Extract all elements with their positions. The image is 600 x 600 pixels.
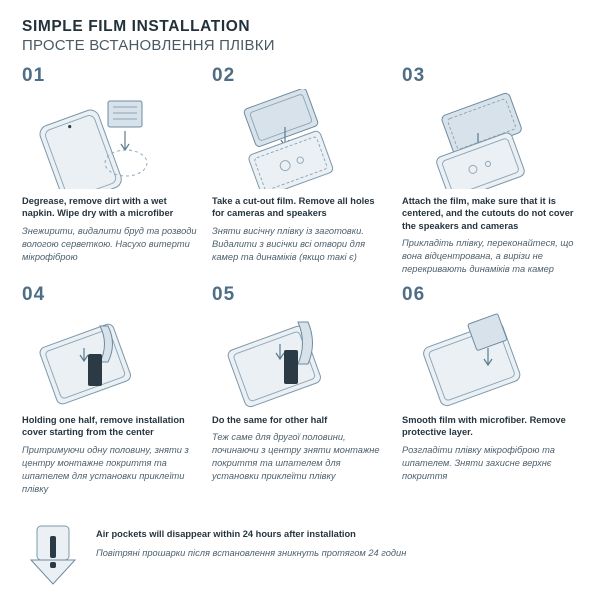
step-text-uk: Розгладіти плівку мікрофіброю та шпателем. Зняти захисне верхнє покриття [402, 445, 555, 481]
step-text-uk: Знежирити, видалити бруд та розводи вологою серветкою. Насухо витерти мікрофіброю [22, 225, 197, 262]
footer-note [22, 522, 578, 586]
footer-text-uk: Повітряні прошарки після встановлення зникнуть протягом 24 годин [96, 547, 407, 558]
step-text-uk: Прикладіть плівку, переконайтеся, що вона відцентрована, а вирізи не перекривають динаміків та камер [402, 238, 574, 275]
footer-text-en: Air pockets will disappear within 24 hours after installation [96, 529, 356, 539]
step-text-uk: Теж саме для другої половини, починаючи з центру зняти монтажне покриття та шпателем для установки приклеїти плівку [212, 432, 380, 481]
warning-exclamation-icon [22, 522, 84, 586]
step-05-illustration [212, 308, 388, 408]
step-06 [402, 284, 578, 495]
page-title-en: SIMPLE FILM INSTALLATION [22, 18, 251, 35]
step-number: 05 [212, 283, 236, 305]
footer-text [96, 522, 578, 559]
step-number: 06 [402, 283, 426, 305]
page-title-uk: ПРОСТЕ ВСТАНОВЛЕННЯ ПЛІВКИ [22, 36, 275, 54]
step-number: 04 [22, 283, 46, 305]
step-03 [402, 65, 578, 276]
header [22, 18, 578, 55]
step-text-en: Holding one half, remove installation cover starting from the center [22, 414, 185, 438]
step-02-illustration [212, 89, 388, 189]
step-text-en: Take a cut-out film. Remove all holes for cameras and speakers [212, 195, 375, 219]
step-04 [22, 284, 198, 495]
steps-grid [22, 65, 578, 496]
step-text-en: Attach the film, make sure that it is centered, and the cutouts do not cover the speakers and cameras [402, 195, 574, 231]
step-02 [212, 65, 388, 276]
step-06-illustration [402, 308, 578, 408]
step-text-en: Smooth film with microfiber. Remove protective layer. [402, 414, 566, 438]
step-text-en: Degrease, remove dirt with a wet napkin. Wipe dry with a microfiber [22, 195, 174, 219]
step-03-illustration [402, 89, 578, 189]
step-01 [22, 65, 198, 276]
step-04-illustration [22, 308, 198, 408]
step-text-en: Do the same for other half [212, 414, 328, 425]
step-05 [212, 284, 388, 495]
step-number: 02 [212, 64, 236, 86]
step-text-uk: Зняти висічну плівку із заготовки. Видалити з висічки всі отвори для камер та динаміків (якщо такі є) [212, 225, 366, 262]
step-number: 03 [402, 64, 426, 86]
step-number: 01 [22, 64, 46, 86]
step-01-illustration [22, 89, 198, 189]
step-text-uk: Притримуючи одну половину, зняти з центру монтажне покриття та шпателем для установки приклеїти плівку [22, 445, 189, 494]
